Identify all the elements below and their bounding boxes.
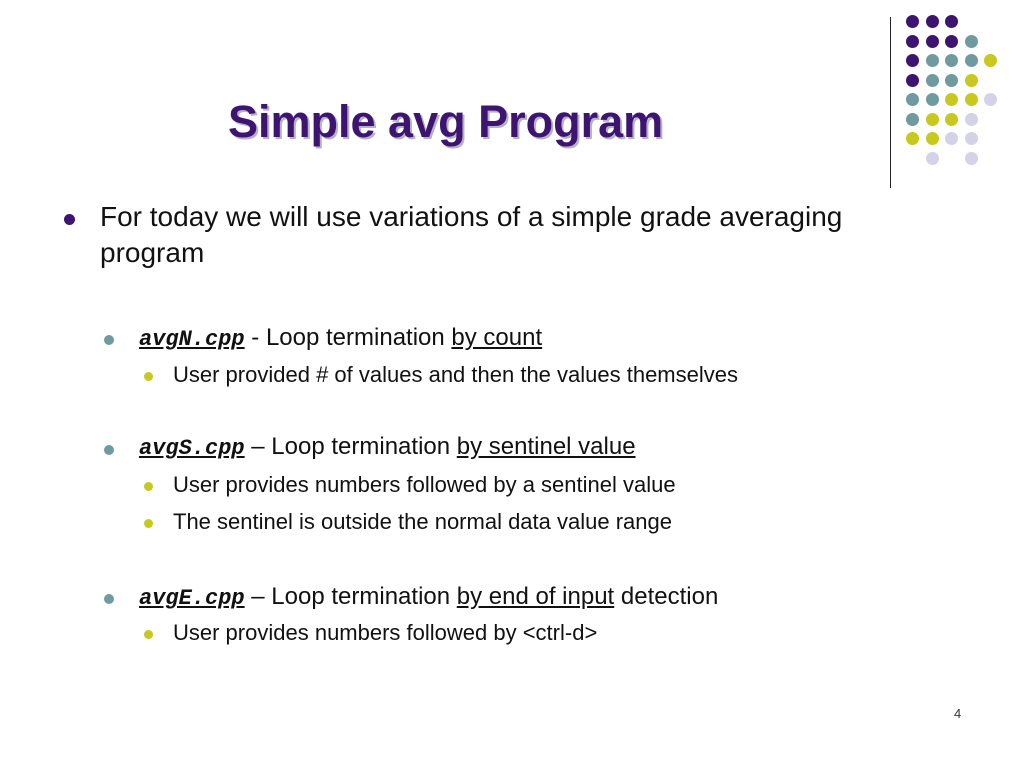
termination-method: by count — [451, 324, 543, 351]
decorative-dot — [926, 132, 939, 145]
item-separator: – Loop termination — [244, 433, 457, 460]
sub-item: User provided # of values and then the values themselves — [173, 362, 738, 387]
item-suffix: detection — [614, 583, 719, 610]
decorative-dot — [984, 93, 997, 106]
decorative-dot — [945, 74, 958, 87]
decorative-dot — [926, 152, 939, 165]
decorative-dot — [984, 54, 997, 67]
list-item-avgS — [139, 433, 636, 461]
sub-item: User provides numbers followed by a sentinel value — [173, 472, 676, 497]
decorative-dot — [965, 35, 978, 48]
decorative-dot — [926, 113, 939, 126]
decorative-dot — [945, 35, 958, 48]
decorative-dot — [945, 132, 958, 145]
decorative-dot — [926, 35, 939, 48]
page-number: 4 — [954, 706, 962, 721]
decorative-dot — [906, 15, 919, 28]
decorative-dot — [945, 15, 958, 28]
decorative-dot — [945, 54, 958, 67]
bullet-icon — [104, 445, 114, 455]
decorative-dot — [965, 93, 978, 106]
intro-text: For today we will use variations of a simple grade averaging program — [100, 201, 843, 268]
decorative-dot — [965, 113, 978, 126]
decorative-dot — [926, 54, 939, 67]
decorative-dot — [906, 132, 919, 145]
decorative-dot — [965, 74, 978, 87]
decorative-dot — [926, 74, 939, 87]
file-name: avgS.cpp — [139, 436, 245, 461]
decorative-dot — [965, 152, 978, 165]
decorative-dot — [945, 113, 958, 126]
decorative-dot — [926, 15, 939, 28]
termination-method: by sentinel value — [456, 433, 636, 460]
decorative-dot — [906, 35, 919, 48]
decorative-dot — [965, 54, 978, 67]
bullet-icon — [144, 482, 153, 491]
decorative-dot — [906, 113, 919, 126]
file-name: avgN.cpp — [139, 327, 245, 352]
item-separator: - Loop termination — [244, 324, 452, 351]
decorative-dot — [926, 93, 939, 106]
bullet-icon — [64, 214, 75, 225]
bullet-icon — [104, 594, 114, 604]
slide-title: Simple avg Program — [228, 96, 664, 147]
sub-item: The sentinel is outside the normal data value range — [173, 509, 672, 534]
bullet-icon — [144, 519, 153, 528]
file-name: avgE.cpp — [139, 586, 245, 611]
bullet-icon — [104, 335, 114, 345]
item-separator: – Loop termination — [244, 583, 457, 610]
decorative-dot — [906, 74, 919, 87]
decorative-dot — [906, 54, 919, 67]
vertical-divider — [890, 17, 891, 188]
list-item-avgE — [139, 583, 718, 611]
decorative-dot — [945, 93, 958, 106]
decorative-dot — [906, 93, 919, 106]
sub-item: User provides numbers followed by <ctrl-d> — [173, 620, 598, 645]
bullet-icon — [144, 630, 153, 639]
list-item-avgN — [139, 324, 542, 352]
decorative-dot-grid — [906, 15, 1006, 165]
decorative-dot — [965, 132, 978, 145]
bullet-icon — [144, 372, 153, 381]
termination-method: by end of input — [456, 583, 615, 610]
